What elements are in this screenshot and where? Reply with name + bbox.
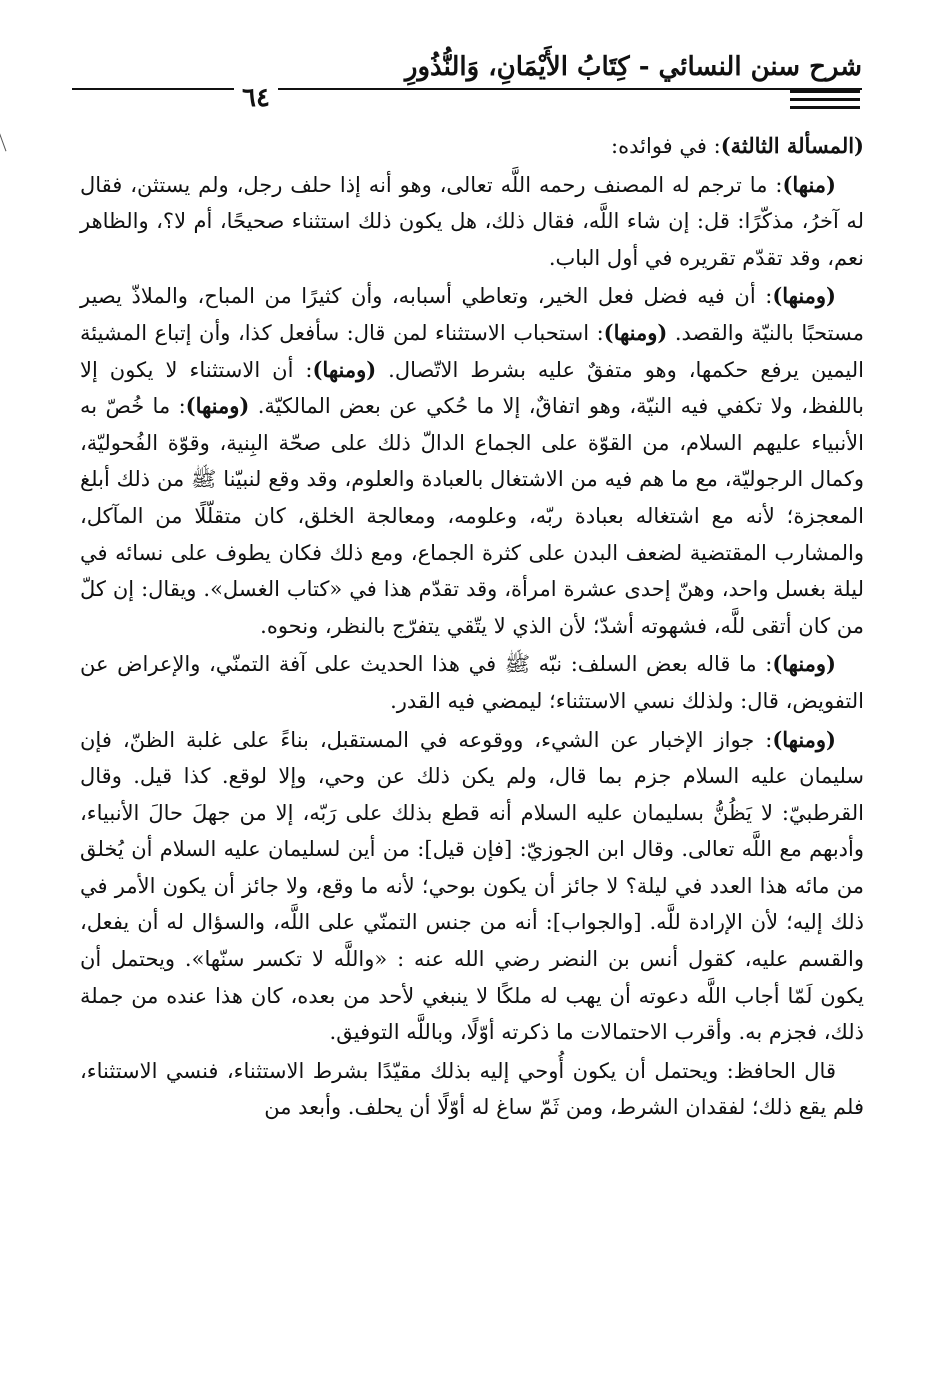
text-span: قال الحافظ: ويحتمل أن يكون أُوحي إليه بذلك مقيّدًا بشرط الاستثناء، فنسي الاستثناء، فلم يقع ذلك؛ لفقدان الشرط، ومن ثَمّ ساغ له أوّلًا أن يحلف. وأبعد من: [80, 1058, 864, 1120]
page-header: [72, 52, 862, 122]
margin-mark: [0, 119, 18, 152]
paragraph: [80, 128, 864, 165]
running-title: شرح سنن النسائي - كِتَابُ الأَيْمَانِ، وَالنُّذُورِ: [404, 52, 862, 82]
text-span: : جواز الإخبار عن الشيء، ووقوعه في المستقبل، بناءً على غلبة الظنّ، فإن سليمان عليه السلام جزم بما قال، ولم يكن ذلك عن وحي، وإلا لوقع. كذا قيل. وقال القرطبيّ: لا يَظُنُّ بسليمان عليه السلام أنه قطع بذلك على رَبّه، إلا من جهلَ حالَ الأنبياء، وأدبهم مع اللَّه تعالى. وقال ابن الجوزيّ: [فإن قيل]: من أين لسليمان عليه السلام أن يُخلق من مائه هذا العدد في ليلة؟ لا جائز أن يكون بوحي؛ لأنه ما وقع، ولا جائز أن يكون الأمر في ذلك إليه؛ لأن الإرادة للَّه. [والجواب]: أنه من جنس التمنّي على اللَّه، والسؤال له أن يفعل، والقسم عليه، كقول أنس بن النضر رضي الله عنه : «واللَّه لا تكسر سنّها». ويحتمل أن يكون لَمّا أجاب اللَّه دعوته أن يهب له ملكًا لا ينبغي لأحد من بعده، كان هذا عنده من جملة ذلك، فجزم به. وأقرب الاحتمالات ما ذكرته أوّلًا، وباللَّه التوفيق.: [80, 727, 864, 1045]
text-span: : استحباب الاستثناء لمن قال: سأفعل كذا، وأن إتباع المشيئة اليمين يرفع حكمها، وهو متفقٌ عليه بشرط الاتّصال.: [80, 320, 864, 382]
text-span: : أن الاستثناء لا يكون إلا باللفظ، ولا تكفي فيه النيّة، وهو اتفاقٌ، إلا ما حُكي عن بعض المالكيّة.: [80, 357, 864, 419]
paragraph: [80, 1053, 864, 1126]
bold-heading-span: (ومنها): [772, 726, 836, 752]
paragraph: [80, 722, 864, 1051]
header-rule: [72, 88, 862, 90]
bold-heading-span: (ومنها): [185, 393, 250, 419]
text-span: : ما خُصّ به الأنبياء عليهم السلام، من القوّة على الجماع الدالّ ذلك على صحّة البِنية، وقوّة الفُحوليّة، وكمال الرجوليّة، مع ما هم فيه من الاشتغال بالعبادة والعلوم، وقد وقع لنبيّنا ﷺ من ذلك أبلغ المعجزة؛ لأنه مع اشتغاله بعبادة ربّه، وعلومه، ومعالجة الخلق، كان متقلّلًا من المآكل، والمشارب المقتضية لضعف البدن على كثرة الجماع، ومع ذلك فكان يطوف على نسائه في ليلة بغسل واحد، وهنّ إحدى عشرة امرأة، وقد تقدّم هذا في «كتاب الغسل». ويقال: إن كلّ من كان أتقى للَّه، فشهوته أشدّ؛ لأن الذي لا يتّقي يتفرّج بالنظر، ونحوه.: [80, 394, 864, 638]
paragraph: [80, 167, 864, 277]
bold-heading-span: (ومنها): [603, 319, 668, 345]
text-span: : ما ترجم له المصنف رحمه اللَّه تعالى، وهو أنه إذا حلف رجل، ولم يستثن، فقال له آخرُ، مذكّرًا: قل: إن شاء اللَّه، فقال ذلك، هل يكون ذلك استثناء صحيحًا، أم لا؟، والظاهر نعم، وقد تقدّم تقريره في أول الباب.: [80, 172, 864, 270]
paragraph: [80, 278, 864, 644]
text-span: : ما قاله بعض السلف: نبّه ﷺ في هذا الحديث على آفة التمنّي، والإعراض عن التفويض، قال: ولذلك نسي الاستثناء؛ ليمضي فيه القدر.: [80, 652, 864, 713]
body-text: [80, 128, 864, 1126]
bold-heading-span: (منها): [782, 171, 836, 197]
bold-heading-span: (ومنها): [772, 283, 836, 309]
text-span: : في فوائده:: [611, 134, 721, 158]
paragraph: [80, 646, 864, 719]
bold-heading-span: (المسألة الثالثة): [720, 133, 864, 158]
text-span: : أن فيه فضل فعل الخير، وتعاطي أسبابه، وأن كثيرًا من المباح، والملاذّ يصير مستحبًا بالنيّة والقصد.: [80, 284, 864, 345]
bold-heading-span: (ومنها): [312, 356, 377, 382]
header-ornament: [790, 90, 860, 114]
page-number: ٦٤: [234, 82, 278, 114]
bold-heading-span: (ومنها): [772, 651, 836, 677]
